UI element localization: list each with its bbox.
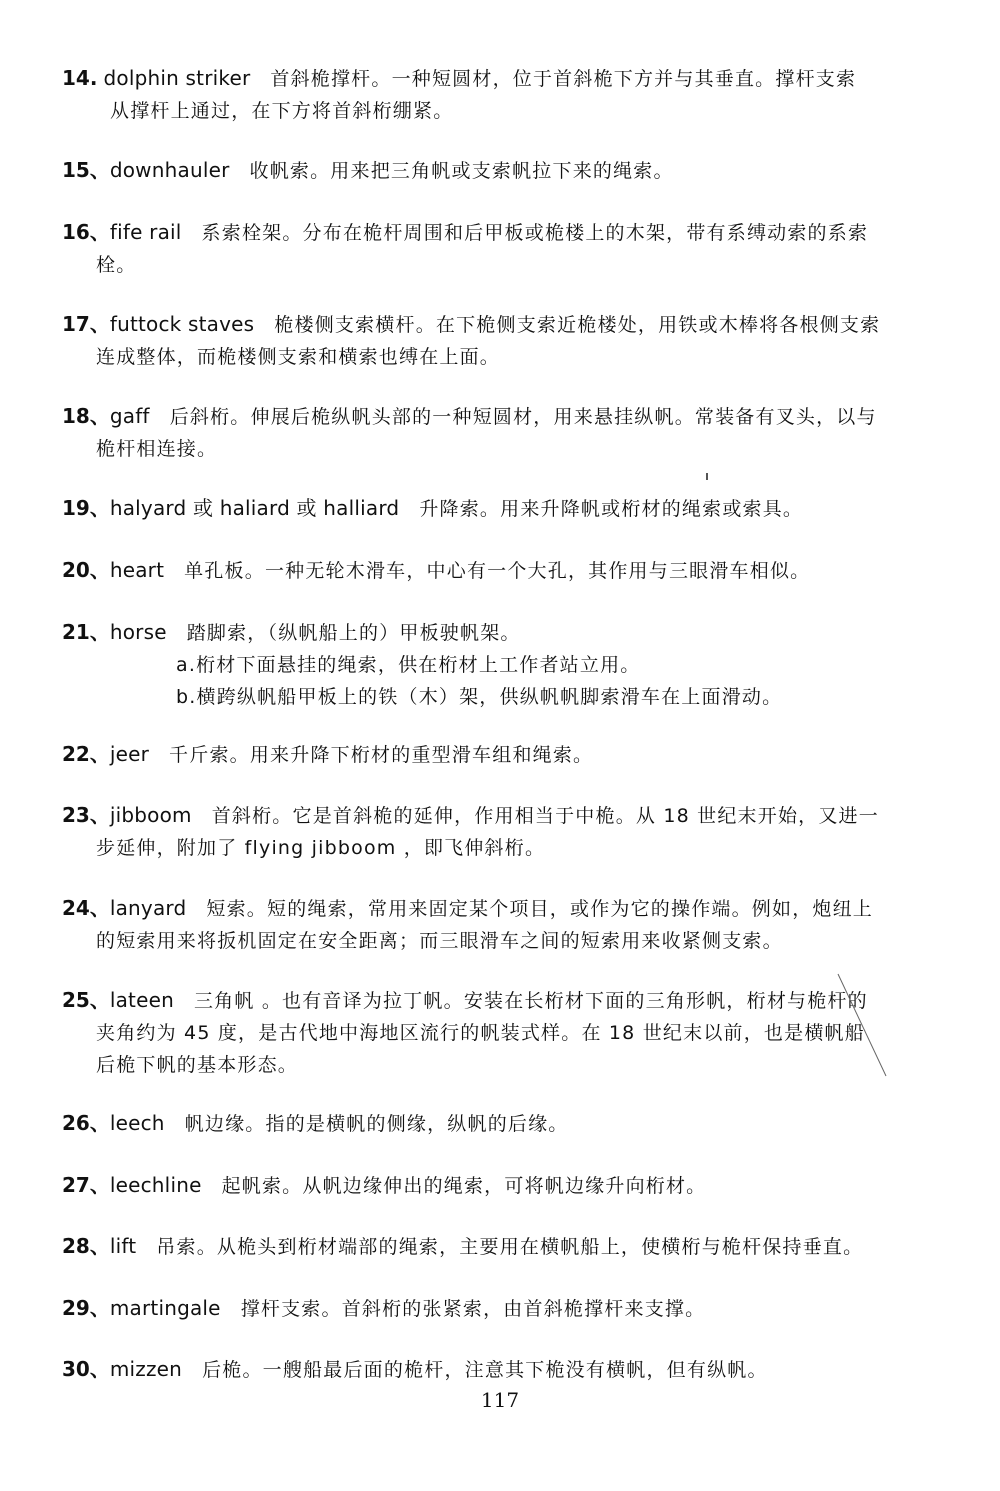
entry-number: 30、	[62, 1357, 110, 1381]
entry-definition-cont: 夹角约为 45 度，是古代地中海地区流行的帆装式样。在 18 世纪末以前，也是横帆船	[96, 1022, 865, 1044]
entry-number: 19、	[62, 496, 110, 520]
entry-definition-cont: 连成整体，而桅楼侧支索和横索也缚在上面。	[96, 346, 501, 368]
entry-definition: 吊索。从桅头到桁材端部的绳索，主要用在横帆船上，使横桁与桅杆保持垂直。	[156, 1236, 864, 1258]
entry-number: 22、	[62, 742, 110, 766]
entry-definition: 桅楼侧支索横杆。在下桅侧支索近桅楼处，用铁或木棒将各根侧支索	[274, 314, 881, 336]
entry-term: martingale	[109, 1296, 221, 1320]
entry-number: 16、	[62, 220, 110, 244]
page-number: 117	[480, 1388, 520, 1412]
entry-definition-cont: 的短索用来将扳机固定在安全距离；而三眼滑车之间的短索用来收紧侧支索。	[96, 930, 783, 952]
glossary-entry	[62, 554, 902, 587]
entry-number: 20、	[62, 558, 110, 582]
glossary-entry	[62, 738, 902, 771]
entry-number: 24、	[62, 896, 110, 920]
entry-definition: 单孔板。一种无轮木滑车，中心有一个大孔，其作用与三眼滑车相似。	[184, 560, 811, 582]
entry-term: lateen	[109, 988, 174, 1012]
entry-number: 29、	[62, 1296, 110, 1320]
pencil-mark	[836, 972, 896, 1082]
entry-number: 18、	[62, 404, 110, 428]
entry-number: 25、	[62, 988, 110, 1012]
entry-term: leech	[109, 1111, 165, 1135]
glossary-entry	[62, 1107, 902, 1140]
entry-sub-item-a: a.桁材下面悬挂的绳索，供在桁材上工作者站立用。	[176, 654, 641, 676]
entry-term: lift	[109, 1234, 137, 1258]
entry-term: fife rail	[109, 220, 182, 244]
entry-number: 14.	[62, 66, 98, 90]
entry-definition: 系索栓架。分布在桅杆周围和后甲板或桅楼上的木架，带有系缚动索的系索	[201, 222, 869, 244]
scan-speck	[706, 473, 708, 480]
entry-number: 21、	[62, 620, 110, 644]
entry-term: halyard 或 haliard 或 halliard	[109, 496, 400, 520]
entry-definition: 短索。短的绳索，常用来固定某个项目，或作为它的操作端。例如，炮纽上	[206, 898, 873, 920]
glossary-entry	[62, 892, 902, 957]
entry-definition: 起帆索。从帆边缘伸出的绳索，可将帆边缘升向桁材。	[221, 1175, 707, 1197]
glossary-entry	[62, 1292, 902, 1325]
entry-number: 23、	[62, 803, 110, 827]
glossary-entry	[62, 1353, 902, 1386]
entry-definition: 升降索。用来升降帆或桁材的绳索或索具。	[419, 498, 804, 520]
entry-term: jibboom	[109, 803, 192, 827]
entry-term: lanyard	[109, 896, 187, 920]
entry-term: futtock staves	[109, 312, 255, 336]
entry-term: jeer	[109, 742, 150, 766]
glossary-entry	[62, 1230, 902, 1263]
glossary-entry	[62, 216, 902, 281]
entry-number: 15、	[62, 158, 110, 182]
entry-term: leechline	[109, 1173, 202, 1197]
entry-definition: 撑杆支索。首斜桁的张紧索，由首斜桅撑杆来支撑。	[240, 1298, 706, 1320]
entry-definition: 后桅。一艘船最后面的桅杆，注意其下桅没有横帆，但有纵帆。	[202, 1359, 768, 1381]
glossary-entry	[62, 492, 902, 525]
entry-number: 17、	[62, 312, 110, 336]
entry-definition: 首斜桁。它是首斜桅的延伸，作用相当于中桅。从 18 世纪末开始，又进一	[211, 805, 879, 827]
entry-term: gaff	[109, 404, 150, 428]
entry-definition: 首斜桅撑杆。一种短圆材，位于首斜桅下方并与其垂直。撑杆支索	[270, 68, 857, 90]
entry-definition-cont: 步延伸，附加了 flying jibboom ，即飞伸斜桁。	[96, 837, 546, 859]
entry-definition-cont: 桅杆相连接。	[96, 438, 218, 460]
entry-definition: 踏脚索，（纵帆船上的）甲板驶帆架。	[186, 622, 521, 644]
entry-number: 26、	[62, 1111, 110, 1135]
entry-term: horse	[109, 620, 167, 644]
entry-definition: 帆边缘。指的是横帆的侧缘，纵帆的后缘。	[184, 1113, 569, 1135]
entry-definition: 千斤索。用来升降下桁材的重型滑车组和绳索。	[169, 744, 594, 766]
entry-definition: 后斜桁。伸展后桅纵帆头部的一种短圆材，用来悬挂纵帆。常装备有叉头，以与	[169, 406, 877, 428]
glossary-entry	[62, 62, 902, 127]
glossary-entry	[62, 400, 902, 465]
entry-term: heart	[109, 558, 165, 582]
glossary-entry	[62, 154, 902, 187]
glossary-entry	[62, 308, 902, 373]
entry-definition-cont: 后桅下帆的基本形态。	[96, 1054, 299, 1076]
entry-definition: 三角帆 。也有音译为拉丁帆。安装在长桁材下面的三角形帆，桁材与桅杆的	[193, 990, 868, 1012]
entry-definition-cont: 栓。	[96, 254, 137, 276]
entry-number: 28、	[62, 1234, 110, 1258]
glossary-entry	[62, 799, 902, 864]
entry-term: dolphin striker	[103, 66, 251, 90]
entry-term: downhauler	[109, 158, 230, 182]
entry-definition: 收帆索。用来把三角帆或支索帆拉下来的绳索。	[249, 160, 674, 182]
glossary-entry	[62, 1169, 902, 1202]
glossary-entry	[62, 616, 902, 713]
entry-term: mizzen	[109, 1357, 183, 1381]
entry-sub-item-b: b.横跨纵帆船甲板上的铁（木）架，供纵帆帆脚索滑车在上面滑动。	[176, 686, 783, 708]
entry-number: 27、	[62, 1173, 110, 1197]
glossary-entry	[62, 984, 902, 1081]
entry-definition-cont: 从撑杆上通过，在下方将首斜桁绷紧。	[110, 100, 454, 122]
